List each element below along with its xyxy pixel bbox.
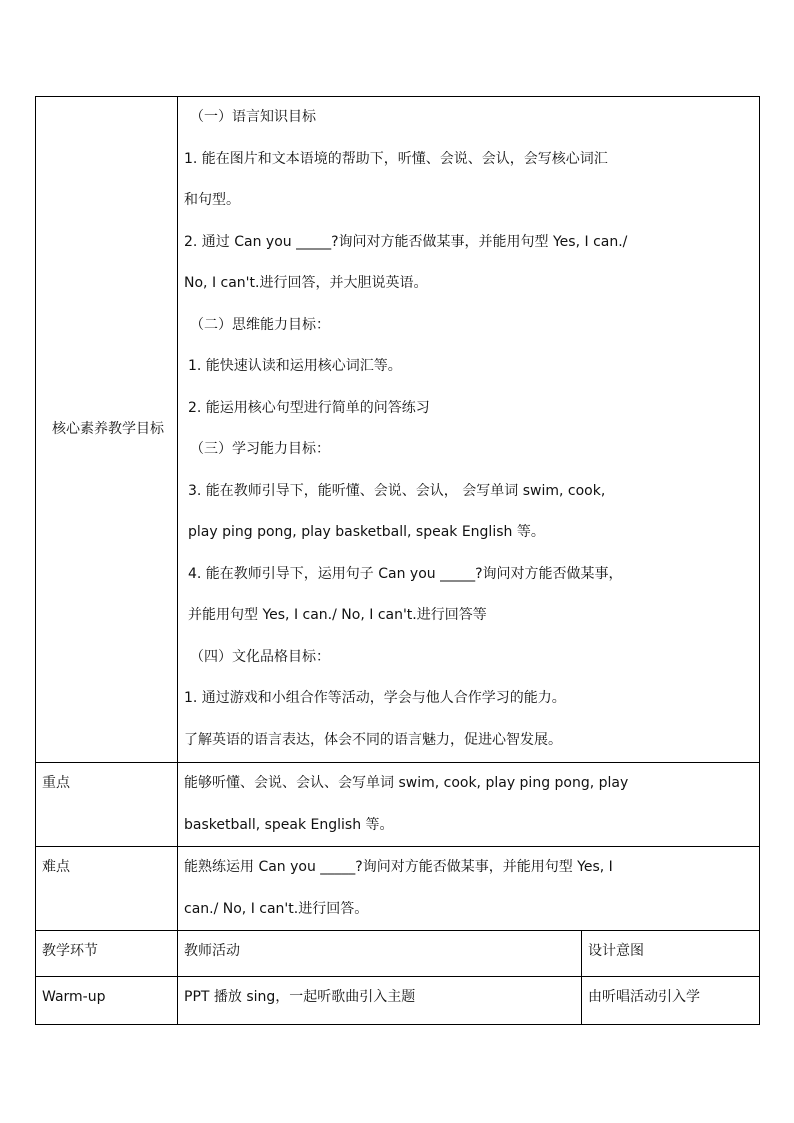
header-stage: 教学环节 — [42, 943, 98, 959]
row-teacher-cell — [178, 977, 582, 1025]
difficulties-line: can./ No, I can't.进行回答。 — [184, 900, 369, 917]
objectives-line: No, I can't.进行回答，并大胆说英语。 — [184, 275, 428, 291]
difficulties-row — [36, 847, 760, 931]
objectives-line: 3. 能在教师引导下，能听懂、会说、会认， 会写单词 swim, cook, — [188, 482, 606, 499]
objectives-heading: （一）语言知识目标 — [190, 109, 316, 125]
objectives-heading: （三）学习能力目标： — [190, 441, 330, 457]
objectives-line: 1. 通过游戏和小组合作等活动，学会与他人合作学习的能力。 — [184, 690, 566, 706]
objectives-line: 2. 通过 Can you _____?询问对方能否做某事，并能用句型 Yes, I can./ — [184, 233, 628, 250]
objectives-line: 2. 能运用核心句型进行简单的问答练习 — [188, 399, 430, 416]
table-row — [36, 977, 760, 1025]
objectives-line: 和句型。 — [184, 192, 240, 208]
difficulties-label: 难点 — [42, 859, 70, 875]
objectives-label-cell — [36, 97, 178, 763]
key-points-line: 能够听懂、会说、会认、会写单词 swim, cook, play ping pong, play — [184, 775, 629, 791]
key-points-line: basketball, speak English 等。 — [184, 816, 394, 833]
header-stage-cell — [36, 931, 178, 977]
row-stage: Warm-up — [42, 989, 106, 1005]
objectives-heading: （四）文化品格目标： — [190, 648, 330, 665]
key-points-row — [36, 763, 760, 847]
row-intent: 由听唱活动引入学 — [588, 989, 700, 1005]
header-teacher: 教师活动 — [184, 943, 240, 959]
objectives-line: play ping pong, play basketball, speak English 等。 — [188, 524, 545, 540]
difficulties-content — [178, 847, 760, 931]
difficulties-label-cell — [36, 847, 178, 931]
lesson-plan-table — [35, 96, 760, 1025]
key-points-content — [178, 763, 760, 847]
row-intent-cell — [582, 977, 760, 1025]
key-points-label-cell — [36, 763, 178, 847]
difficulties-line: 能熟练运用 Can you _____?询问对方能否做某事，并能用句型 Yes, I — [184, 859, 613, 875]
header-intent-cell — [582, 931, 760, 977]
objectives-line: 4. 能在教师引导下，运用句子 Can you _____?询问对方能否做某事， — [188, 565, 623, 582]
key-points-label: 重点 — [42, 775, 70, 791]
header-teacher-cell — [178, 931, 582, 977]
objectives-content — [178, 97, 760, 763]
objectives-line: 了解英语的语言表达，体会不同的语言魅力，促进心智发展。 — [184, 731, 562, 748]
row-stage-cell — [36, 977, 178, 1025]
objectives-line: 1. 能在图片和文本语境的帮助下，听懂、会说、会认，会写核心词汇 — [184, 150, 608, 167]
objectives-line: 并能用句型 Yes, I can./ No, I can't.进行回答等 — [188, 607, 487, 623]
objectives-line: 1. 能快速认读和运用核心词汇等。 — [188, 358, 402, 374]
objectives-row — [36, 97, 760, 763]
header-intent: 设计意图 — [588, 943, 644, 959]
objectives-heading: （二）思维能力目标： — [190, 316, 330, 333]
objectives-label: 核心素养教学目标 — [52, 421, 164, 437]
row-teacher: PPT 播放 sing，一起听歌曲引入主题 — [184, 989, 416, 1005]
table-header-row — [36, 931, 760, 977]
